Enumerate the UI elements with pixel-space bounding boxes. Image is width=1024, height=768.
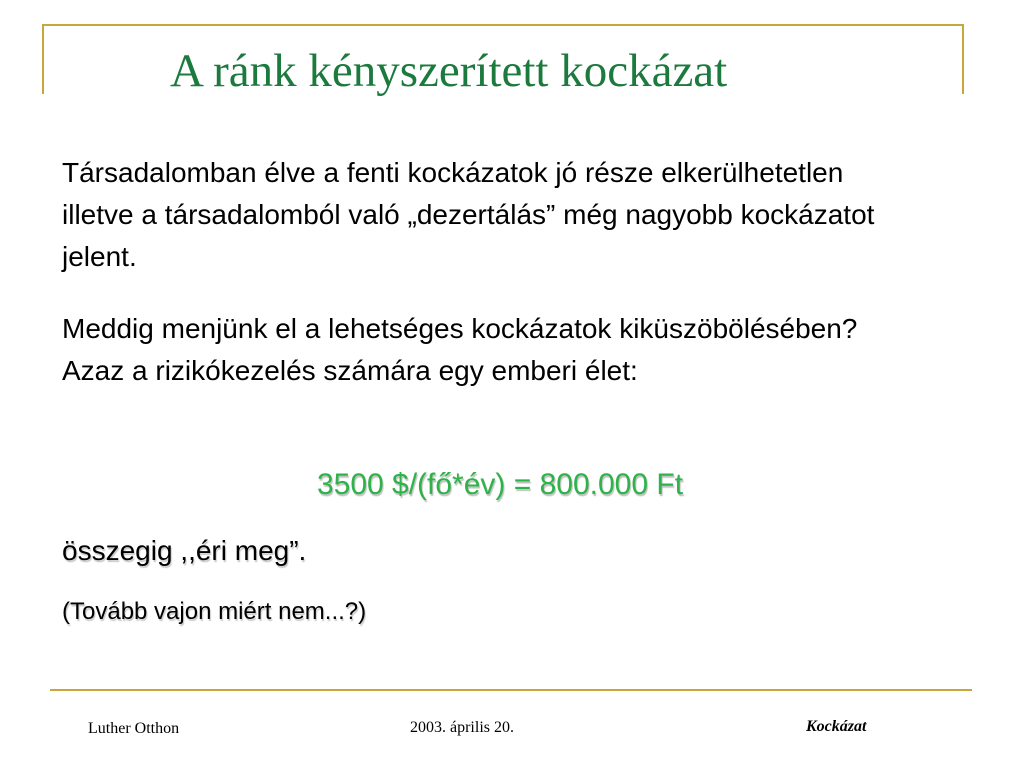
footer-author: Luther Otthon bbox=[88, 720, 180, 737]
footer-topic: Kockázat bbox=[806, 718, 867, 735]
right-frame-line bbox=[962, 24, 964, 94]
paragraph-society-risk: Társadalomban élve a fenti kockázatok jó része elkerülhetetlen illetve a társadalomból való „dezertálás” még nagyobb kockázatot jelent. bbox=[62, 157, 875, 272]
footer-divider bbox=[50, 689, 972, 691]
paragraph-risk-question: Meddig menjünk el a lehetséges kockázatok kiküszöbölésében? Azaz a rizikókezelés számára egy emberi élet: bbox=[62, 313, 858, 386]
value-formula: 3500 $/(fő*év) = 800.000 Ft bbox=[316, 468, 684, 501]
conclusion-text: összegig ,,éri meg”. bbox=[62, 535, 307, 566]
footer-date: 2003. április 20. bbox=[410, 719, 514, 736]
left-frame-line bbox=[42, 24, 44, 94]
aside-question: (Tovább vajon miért nem...?) bbox=[62, 598, 367, 625]
top-frame-line bbox=[42, 24, 964, 26]
slide-title: A ránk kényszerített kockázat bbox=[170, 45, 728, 97]
